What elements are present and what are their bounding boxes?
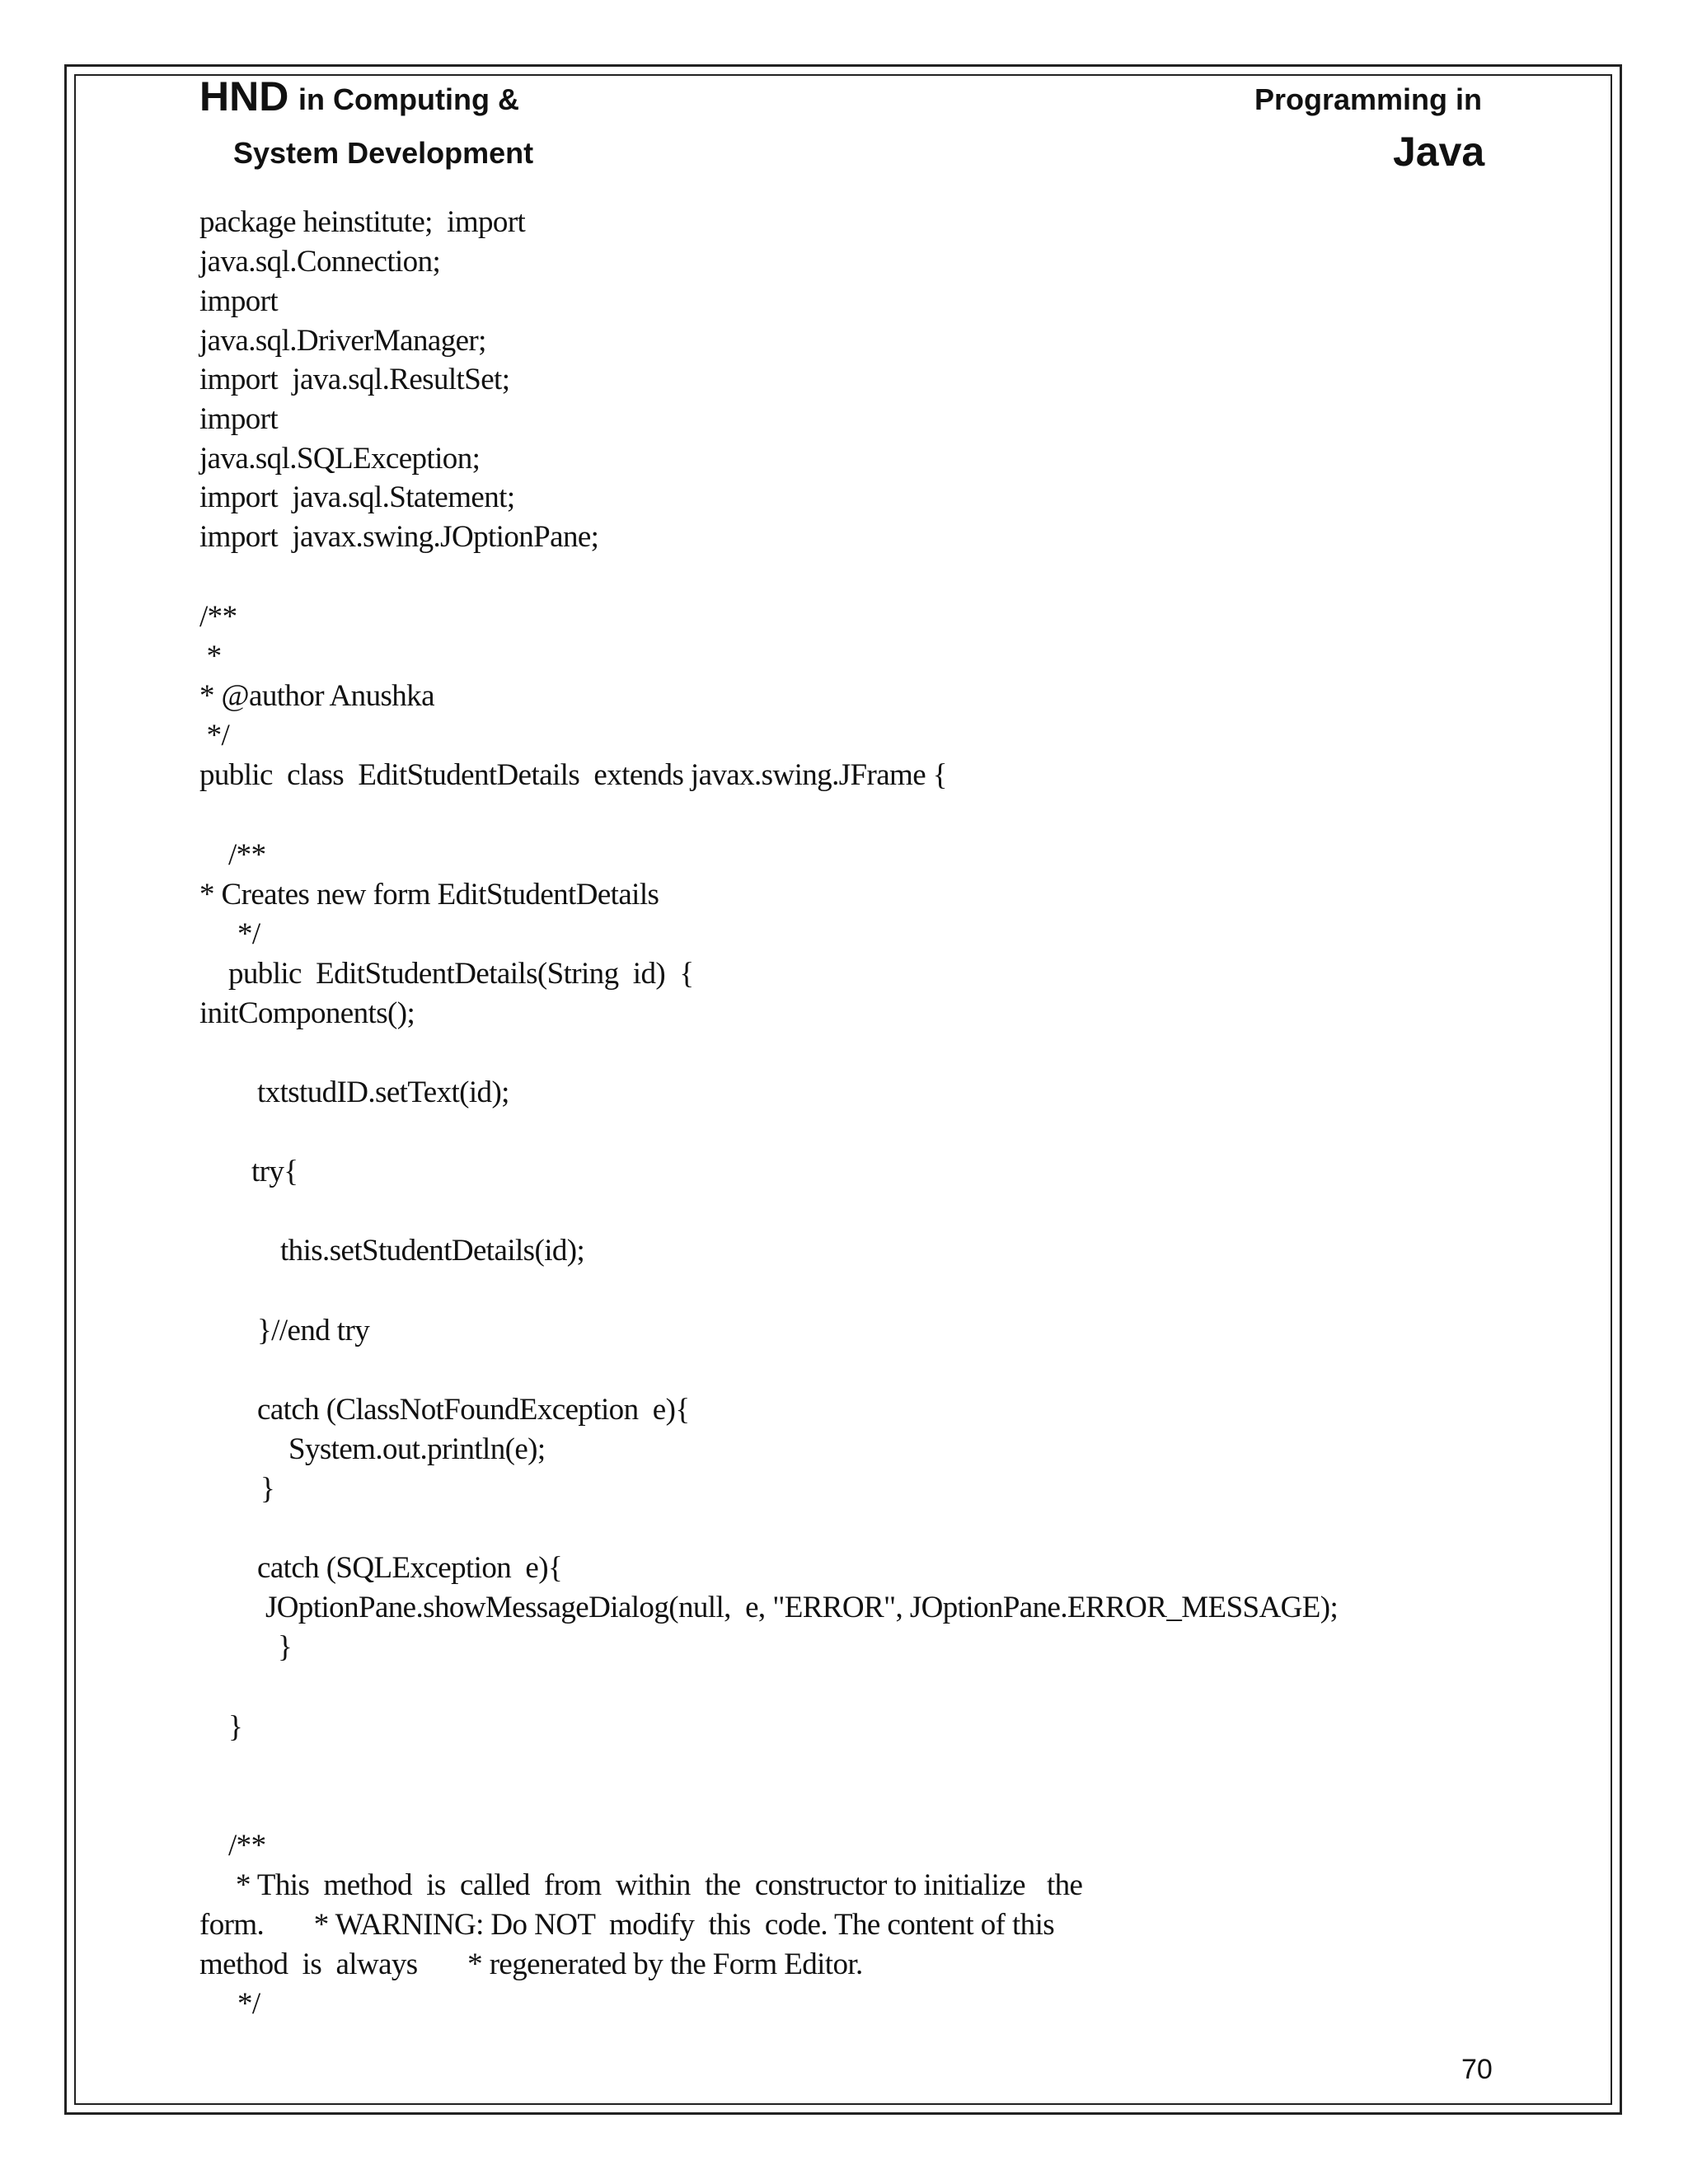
code-line: JOptionPane.showMessageDialog(null, e, "ERROR", JOptionPane.ERROR_MESSAGE); <box>265 1591 1339 1624</box>
code-line: */ <box>237 1987 260 2021</box>
code-line: System.out.println(e); <box>288 1432 546 1466</box>
code-line: * @author Anushka <box>199 679 434 713</box>
header-course-sub: System Development <box>233 136 534 170</box>
header-subject: Programming in <box>1254 82 1483 116</box>
code-line: import java.sql.ResultSet; <box>199 363 510 396</box>
code-line: /** <box>228 1829 266 1863</box>
code-line: /** <box>228 838 266 872</box>
code-line: catch (SQLException e){ <box>257 1551 563 1585</box>
code-line: java.sql.SQLException; <box>199 442 481 476</box>
code-line: */ <box>237 917 260 951</box>
code-line: java.sql.Connection; <box>199 245 441 279</box>
code-line: import <box>199 284 279 318</box>
code-line: * Creates new form EditStudentDetails <box>199 878 659 912</box>
code-line: * <box>199 640 222 673</box>
page-number: 70 <box>1461 2054 1493 2085</box>
code-line: import <box>199 402 279 436</box>
code-line: package heinstitute; import <box>199 205 526 239</box>
code-line: } <box>278 1630 293 1664</box>
header-course: in Computing & <box>298 82 519 116</box>
code-line: import javax.swing.JOptionPane; <box>199 520 599 554</box>
code-line: public class EditStudentDetails extends javax.swing.JFrame { <box>199 758 947 792</box>
code-line: this.setStudentDetails(id); <box>280 1234 585 1268</box>
code-line: } <box>260 1472 275 1506</box>
code-line: public EditStudentDetails(String id) { <box>228 957 694 991</box>
header-subject-sub: Java <box>1393 129 1485 175</box>
code-line: }//end try <box>257 1314 370 1347</box>
code-line: initComponents(); <box>199 996 415 1030</box>
code-line: catch (ClassNotFoundException e){ <box>257 1393 690 1427</box>
header-hnd: HND <box>199 73 289 120</box>
code-line: } <box>228 1710 243 1744</box>
code-line: */ <box>199 719 230 752</box>
code-line: import java.sql.Statement; <box>199 480 515 514</box>
code-line: try{ <box>251 1155 298 1188</box>
code-line: form. * WARNING: Do NOT modify this code. The content of this <box>199 1908 1055 1942</box>
code-line: txtstudID.setText(id); <box>257 1076 509 1109</box>
code-line: method is always * regenerated by the Form Editor. <box>199 1947 863 1981</box>
code-line: * This method is called from within the constructor to initialize the <box>236 1868 1083 1902</box>
code-line: /** <box>199 600 237 634</box>
code-line: java.sql.DriverManager; <box>199 324 486 358</box>
